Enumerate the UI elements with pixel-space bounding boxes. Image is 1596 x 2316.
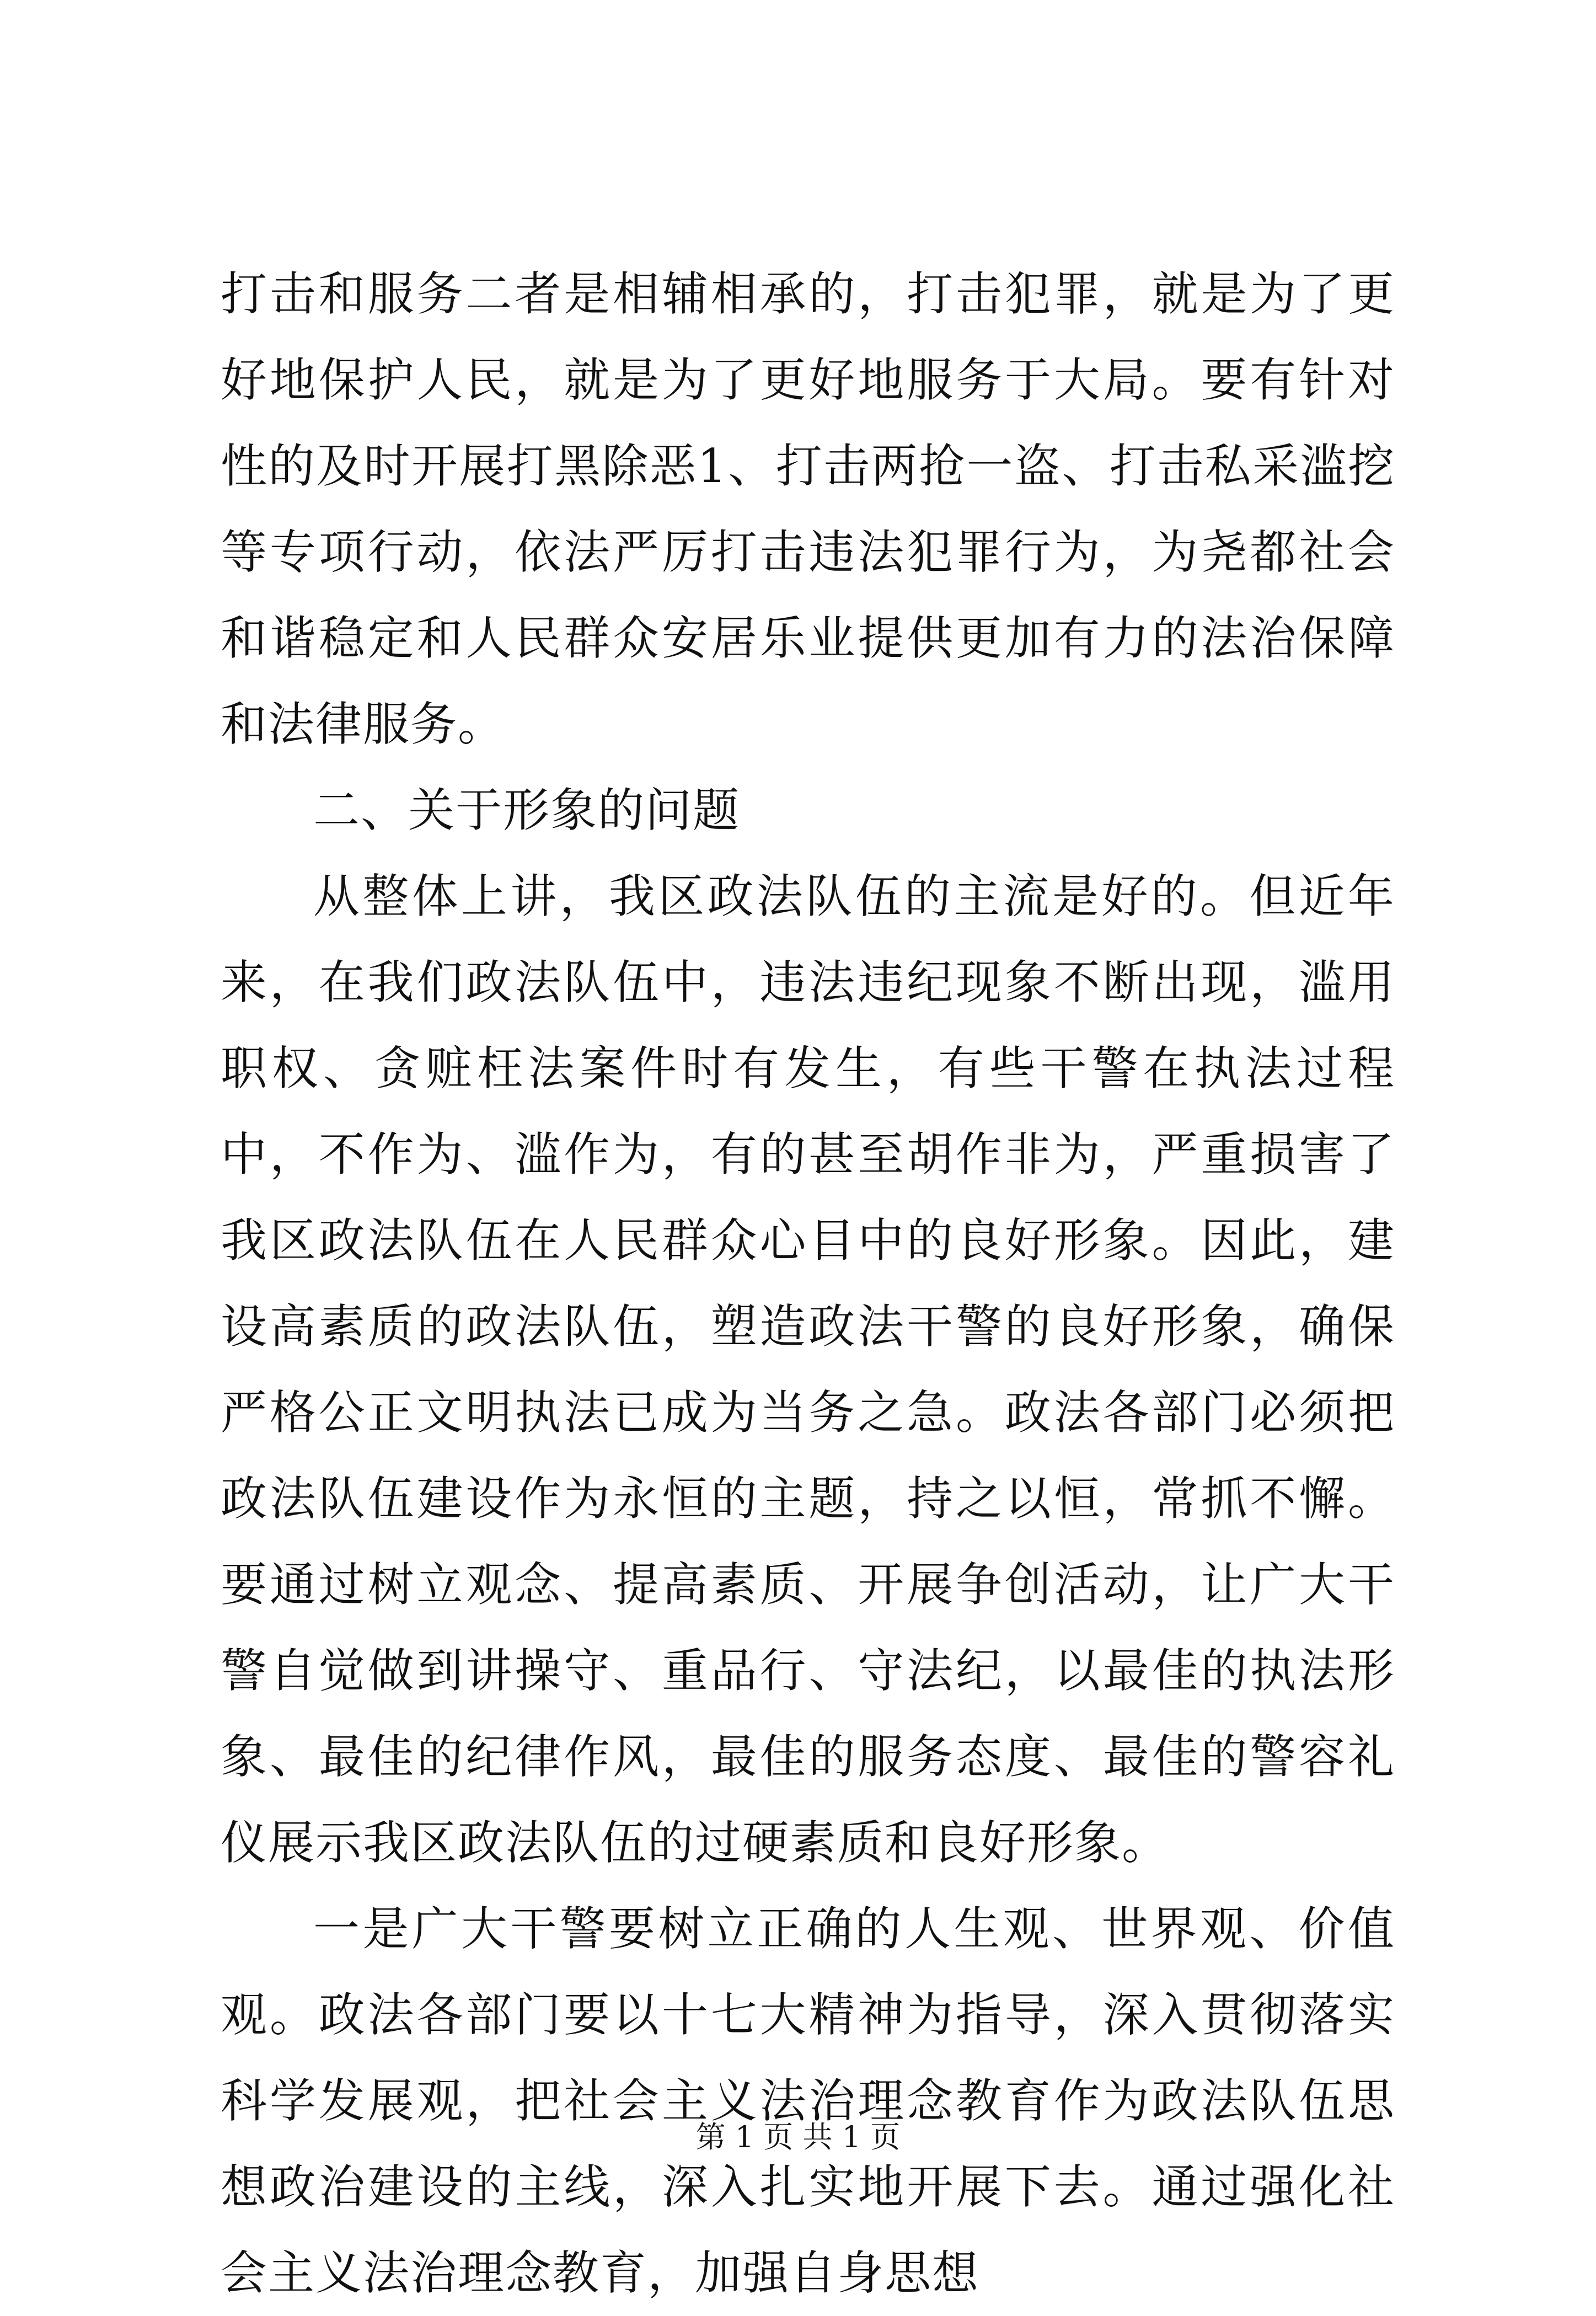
paragraph-point-one: 一是广大干警要树立正确的人生观、世界观、价值观。政法各部门要以十七大精神为指导，深入贯彻落实科学发展观，把社会主义法治理念教育作为政法队伍思想政治建设的主线，深入扎实地开展下去。通过强化社会主义法治理念教育，加强自身思想	[221, 1902, 1395, 2300]
page-number-footer: 第 1 页 共 1 页	[695, 2120, 901, 2154]
paragraph-image-issue: 从整体上讲，我区政法队伍的主流是好的。但近年来，在我们政法队伍中，违法违纪现象不断出现，滥用职权、贪赃枉法案件时有发生，有些干警在执法过程中，不作为、滥作为，有的甚至胡作非为，严重损害了我区政法队伍在人民群众心目中的良好形象。因此，建设高素质的政法队伍，塑造政法干警的良好形象，确保严格公正文明执法已成为当务之急。政法各部门必须把政法队伍建设作为永恒的主题，持之以恒，常抓不懈。要通过树立观念、提高素质、开展争创活动，让广大干警自觉做到讲操守、重品行、守法纪，以最佳的执法形象、最佳的纪律作风，最佳的服务态度、最佳的警容礼仪展示我区政法队伍的过硬素质和良好形象。	[221, 869, 1395, 1870]
paragraph-continuation: 打击和服务二者是相辅相承的，打击犯罪，就是为了更好地保护人民，就是为了更好地服务于大局。要有针对性的及时开展打黑除恶1、打击两抢一盗、打击私采滥挖等专项行动，依法严厉打击违法犯罪行为，为尧都社会和谐稳定和人民群众安居乐业提供更加有力的法治保障和法律服务。	[221, 267, 1395, 751]
document-body	[221, 251, 1395, 2316]
section-heading: 二、关于形象的问题	[313, 783, 741, 837]
